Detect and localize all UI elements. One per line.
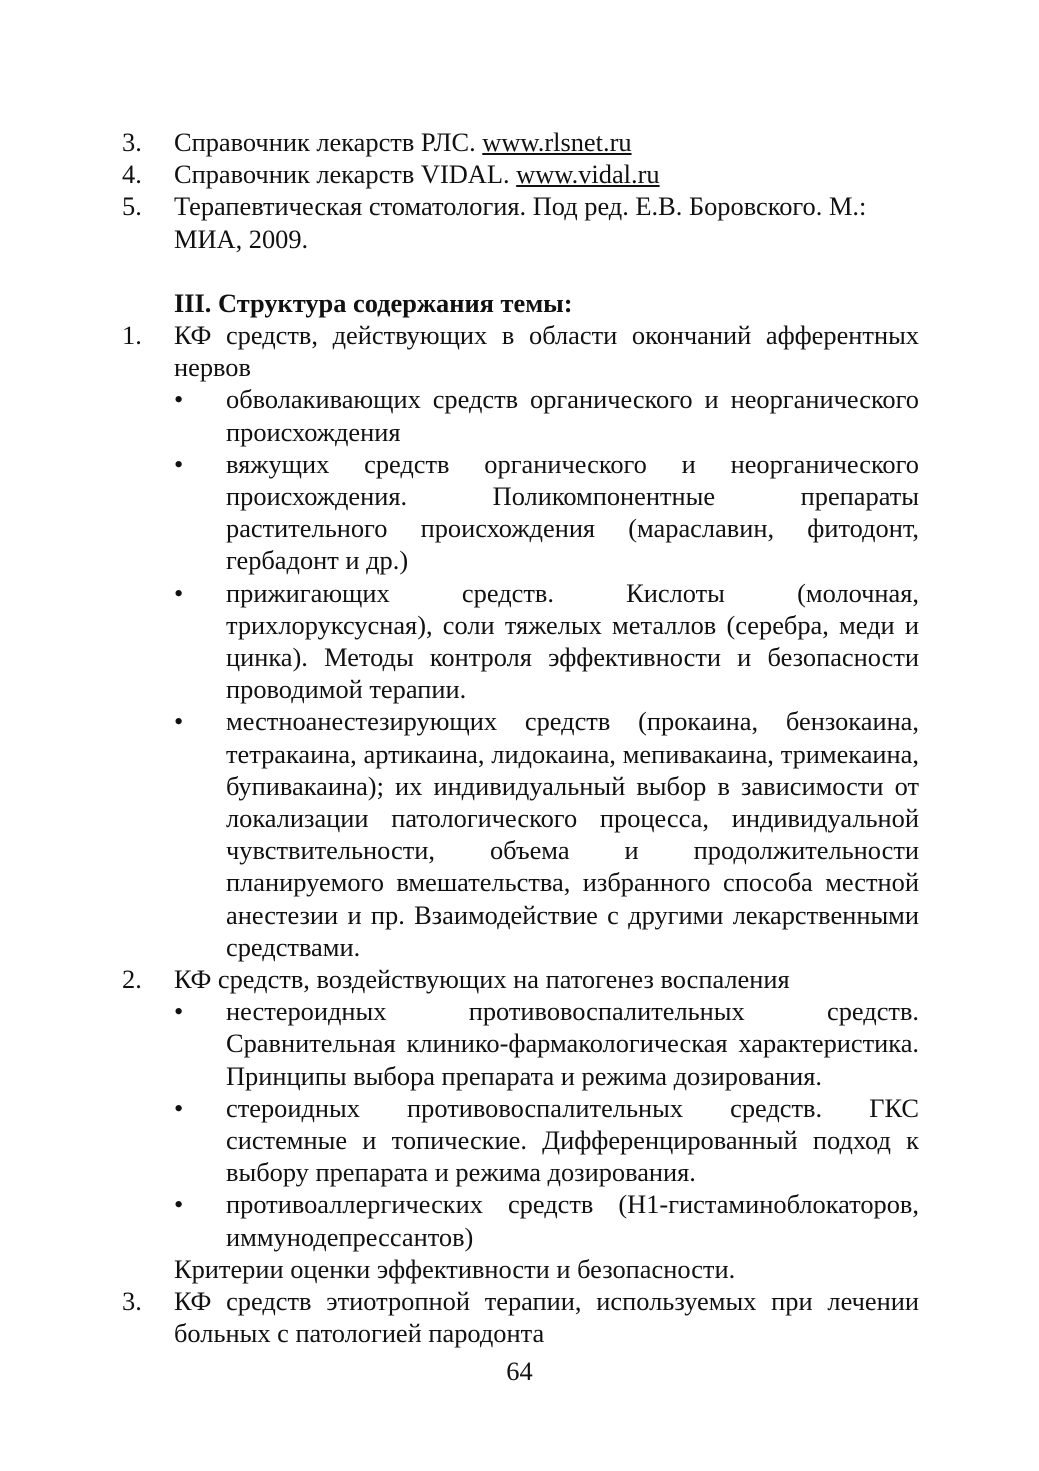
- item-number: 2.: [122, 964, 142, 995]
- bullet-text: вяжущих средств органического и неорганического происхождения. Поликомпонентные препараты растительного происхождения (мараславин, фитодонт, гербадонт и др.): [226, 448, 919, 576]
- bullet-text: местноанестезирующих средств (прокаина, бензокаина, тетракаина, артикаина, лидокаина, мепивакаина, тримекаина, бупивакаина); их индивидуальный выбор в зависимости от локализации патологического процесса, индивидуальной чувствительности, объема и продолжительности планируемого вмешательства, избранного способа местной анестезии и пр. Взаимодействие с другими лекарственными средствами.: [226, 706, 919, 962]
- bullet-list: [174, 383, 919, 963]
- bullet-item: [174, 1092, 919, 1189]
- reference-number: 3.: [122, 127, 142, 157]
- bullet-icon: •: [174, 706, 184, 737]
- reference-text: Терапевтическая стоматология. Под ред. Е.В. Боровского. М.: МИА, 2009.: [174, 191, 867, 254]
- item-number: 1.: [122, 320, 142, 350]
- page-number: 64: [506, 1356, 533, 1386]
- bullet-item: [174, 995, 919, 1092]
- reference-link[interactable]: www.vidal.ru: [516, 159, 660, 190]
- reference-link[interactable]: www.rlsnet.ru: [482, 127, 632, 157]
- item-body: [174, 1285, 919, 1349]
- reference-item: [122, 190, 922, 254]
- reference-list: [122, 126, 922, 255]
- item-lead: КФ средств, воздействующих на патогенез воспаления: [174, 964, 790, 995]
- reference-number: 5.: [122, 191, 142, 222]
- bullet-item: [174, 1188, 919, 1252]
- bullet-icon: •: [174, 577, 184, 608]
- bullet-icon: •: [174, 1189, 184, 1220]
- bullet-text: противоаллергических средств (Н1-гистаминоблокаторов, иммунодепрессантов): [226, 1189, 919, 1252]
- bullet-text: стероидных противовоспалительных средств. ГКС системные и топические. Дифференцированный подход к выбору препарата и режима дозирования.: [226, 1092, 919, 1188]
- list-item: [122, 963, 922, 1285]
- bullet-list: [174, 995, 919, 1253]
- item-body: [174, 963, 919, 1285]
- item-lead: КФ средств, действующих в области окончаний афферентных нервов: [174, 320, 919, 383]
- reference-item: [122, 158, 922, 190]
- item-lead: КФ средств этиотропной терапии, используемых при лечении больных с патологией пародонта: [174, 1286, 919, 1349]
- bullet-text: нестероидных противовоспалительных средств. Сравнительная клинико-фармакологическая характеристика. Принципы выбора препарата и режима дозирования.: [226, 996, 919, 1091]
- reference-number: 4.: [122, 159, 142, 190]
- bullet-item: [174, 705, 919, 963]
- bullet-text: обволакивающих средств органического и неорганического происхождения: [226, 384, 919, 447]
- reference-text: Справочник лекарств VIDAL. www.vidal.ru: [174, 159, 660, 190]
- bullet-item: [174, 577, 919, 706]
- reference-text: Справочник лекарств РЛС. www.rlsnet.ru: [174, 127, 632, 157]
- item-number: 3.: [122, 1286, 142, 1317]
- bullet-item: [174, 383, 919, 447]
- bullet-icon: •: [174, 448, 184, 479]
- item-body: [174, 319, 919, 963]
- content-structure-list: [122, 319, 922, 1350]
- list-item: [122, 319, 922, 963]
- reference-item: [122, 126, 922, 158]
- bullet-item: [174, 448, 919, 577]
- list-item: [122, 1285, 922, 1349]
- item-tail: Критерии оценки эффективности и безопасности.: [174, 1253, 736, 1284]
- section-title: III. Структура содержания темы:: [174, 288, 573, 318]
- bullet-text: прижигающих средств. Кислоты (молочная, трихлоруксусная), соли тяжелых металлов (серебра, меди и цинка). Методы контроля эффективности и безопасности проводимой терапии.: [226, 577, 919, 705]
- bullet-icon: •: [174, 996, 184, 1027]
- bullet-icon: •: [174, 1092, 184, 1123]
- bullet-icon: •: [174, 384, 184, 415]
